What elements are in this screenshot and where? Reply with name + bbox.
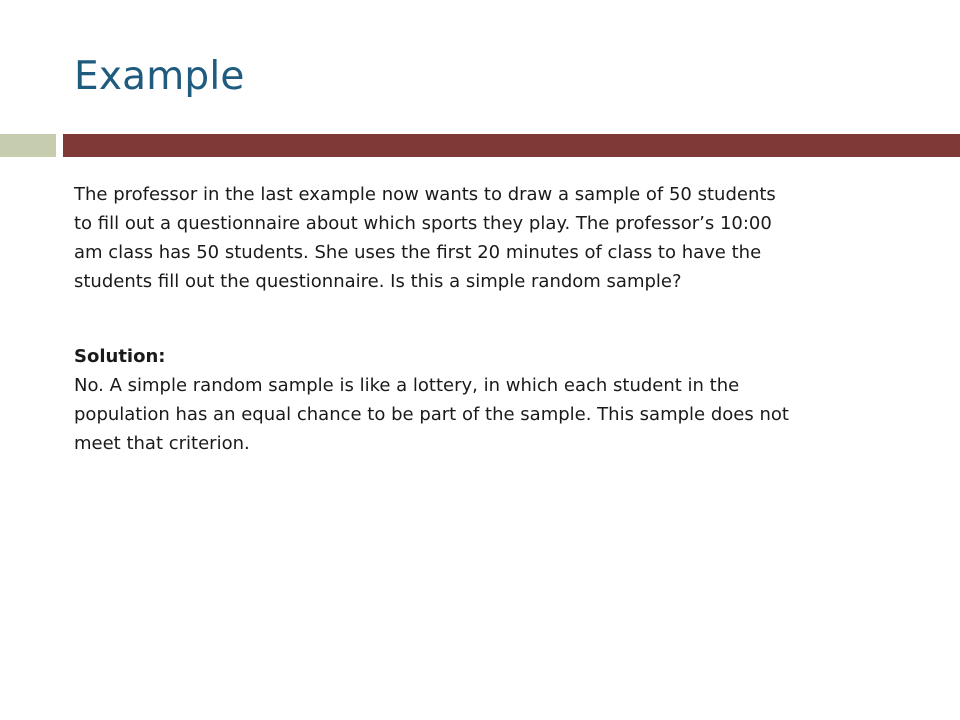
- solution-line: meet that criterion.: [74, 433, 250, 454]
- slide-body: [74, 180, 944, 458]
- slide-title: Example: [74, 54, 245, 99]
- accent-block: [0, 134, 56, 157]
- solution-line: population has an equal chance to be part of the sample. This sample does not: [74, 404, 789, 425]
- question-line: students fill out the questionnaire. Is this a simple random sample?: [74, 271, 682, 292]
- question-line: am class has 50 students. She uses the first 20 minutes of class to have the: [74, 242, 762, 263]
- question-line: The professor in the last example now wants to draw a sample of 50 students: [74, 184, 776, 205]
- title-divider-bar: [63, 134, 960, 157]
- solution-line: No. A simple random sample is like a lottery, in which each student in the: [74, 375, 740, 396]
- solution-block: [74, 342, 944, 458]
- question-paragraph: [74, 180, 944, 296]
- question-line: to fill out a questionnaire about which sports they play. The professor’s 10:00: [74, 213, 772, 234]
- solution-heading: Solution:: [74, 346, 166, 367]
